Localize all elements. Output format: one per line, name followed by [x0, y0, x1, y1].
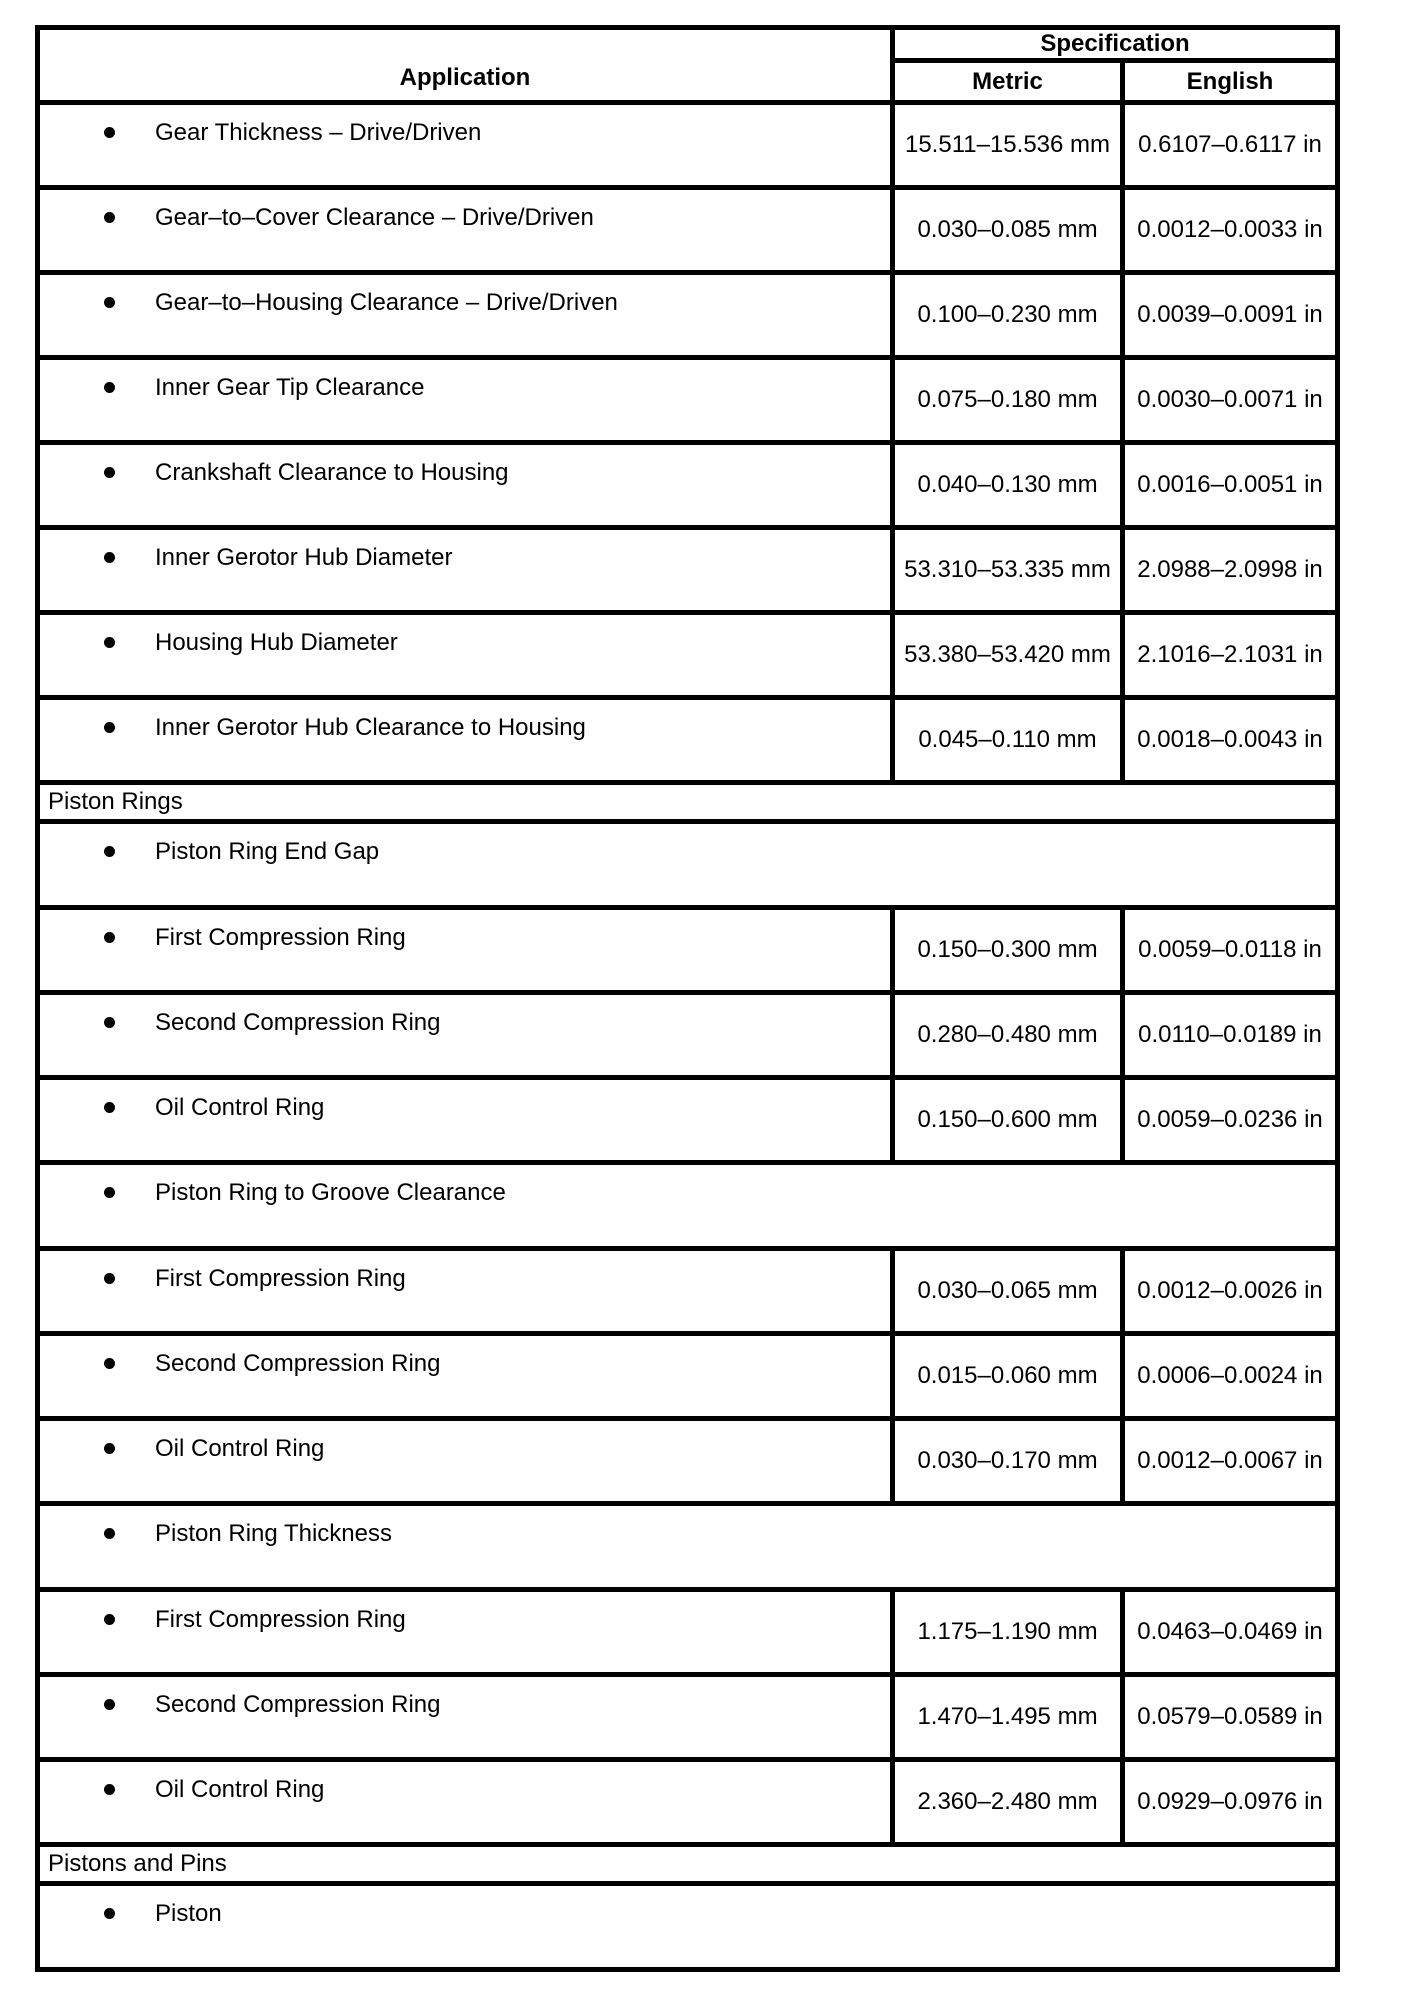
group-row [40, 1506, 1335, 1592]
english-value: 2.0988–2.0998 in [1137, 556, 1323, 583]
bullet-icon [104, 1908, 115, 1919]
application-label: Housing Hub Diameter [155, 629, 398, 656]
spec-row [40, 190, 1335, 275]
bullet-icon [104, 1443, 115, 1454]
table-header-row [40, 30, 1335, 105]
metric-value: 0.150–0.600 mm [895, 1080, 1125, 1160]
application-cell [40, 615, 895, 695]
specification-column-header: Specification [895, 30, 1335, 63]
metric-value: 0.100–0.230 mm [895, 275, 1125, 355]
spec-row [40, 700, 1335, 785]
english-value: 0.0030–0.0071 in [1137, 386, 1323, 413]
metric-value: 53.310–53.335 mm [895, 530, 1125, 610]
specification-table [35, 25, 1340, 1972]
bullet-icon [104, 467, 115, 478]
english-value: 0.6107–0.6117 in [1138, 131, 1322, 158]
english-value: 0.0059–0.0118 in [1138, 936, 1322, 963]
bullet-icon [104, 1614, 115, 1625]
bullet-icon [104, 1273, 115, 1284]
english-value: 0.0012–0.0067 in [1137, 1447, 1323, 1474]
section-label: Piston Rings [48, 788, 183, 815]
bullet-icon [104, 382, 115, 393]
bullet-icon [104, 932, 115, 943]
application-label: Gear–to–Cover Clearance – Drive/Driven [155, 204, 594, 231]
english-value: 0.0039–0.0091 in [1137, 301, 1323, 328]
spec-row [40, 1677, 1335, 1762]
spec-row [40, 995, 1335, 1080]
bullet-icon [104, 1358, 115, 1369]
english-value: 0.0012–0.0026 in [1137, 1277, 1323, 1304]
application-cell [40, 910, 895, 990]
english-value: 0.0579–0.0589 in [1137, 1703, 1323, 1730]
group-label: Piston Ring End Gap [155, 838, 380, 865]
spec-row [40, 445, 1335, 530]
application-cell [40, 275, 895, 355]
metric-column-header: Metric [895, 63, 1125, 100]
spec-row [40, 910, 1335, 995]
application-cell [40, 1592, 895, 1672]
english-value: 0.0929–0.0976 in [1137, 1788, 1323, 1815]
group-cell [40, 1886, 1335, 1967]
group-row [40, 824, 1335, 910]
bullet-icon [104, 1187, 115, 1198]
bullet-icon [104, 1102, 115, 1113]
metric-value: 0.280–0.480 mm [895, 995, 1125, 1075]
spec-row [40, 530, 1335, 615]
application-label: Inner Gear Tip Clearance [155, 374, 425, 401]
application-column-header: Application [40, 30, 895, 100]
group-label: Piston Ring Thickness [155, 1520, 392, 1547]
spec-row [40, 1592, 1335, 1677]
bullet-icon [104, 1699, 115, 1710]
english-value: 0.0006–0.0024 in [1137, 1362, 1323, 1389]
section-label: Pistons and Pins [48, 1850, 227, 1877]
application-label: First Compression Ring [155, 1606, 406, 1633]
application-label: Oil Control Ring [155, 1435, 325, 1462]
group-cell [40, 824, 1335, 905]
application-label: Crankshaft Clearance to Housing [155, 459, 509, 486]
application-cell [40, 1336, 895, 1416]
metric-value: 1.470–1.495 mm [895, 1677, 1125, 1757]
application-cell [40, 1421, 895, 1501]
english-value: 2.1016–2.1031 in [1137, 641, 1323, 668]
metric-value: 0.015–0.060 mm [895, 1336, 1125, 1416]
bullet-icon [104, 212, 115, 223]
bullet-icon [104, 1017, 115, 1028]
metric-value: 0.030–0.170 mm [895, 1421, 1125, 1501]
application-label: First Compression Ring [155, 1265, 406, 1292]
application-label: Gear Thickness – Drive/Driven [155, 119, 482, 146]
metric-value: 1.175–1.190 mm [895, 1592, 1125, 1672]
application-label: Second Compression Ring [155, 1009, 441, 1036]
application-label: Inner Gerotor Hub Clearance to Housing [155, 714, 586, 741]
metric-value: 53.380–53.420 mm [895, 615, 1125, 695]
bullet-icon [104, 722, 115, 733]
bullet-icon [104, 1784, 115, 1795]
application-cell [40, 445, 895, 525]
spec-row [40, 105, 1335, 190]
group-label: Piston Ring to Groove Clearance [155, 1179, 506, 1206]
application-cell [40, 700, 895, 780]
unit-header-row [895, 63, 1335, 100]
spec-row [40, 1251, 1335, 1336]
group-cell [40, 1165, 1335, 1246]
bullet-icon [104, 297, 115, 308]
english-value: 0.0012–0.0033 in [1137, 216, 1323, 243]
application-cell [40, 190, 895, 270]
application-cell [40, 1762, 895, 1842]
group-row [40, 1165, 1335, 1251]
application-label: Oil Control Ring [155, 1776, 325, 1803]
spec-row [40, 1762, 1335, 1847]
metric-value: 2.360–2.480 mm [895, 1762, 1125, 1842]
metric-value: 0.045–0.110 mm [895, 700, 1125, 780]
english-value: 0.0016–0.0051 in [1137, 471, 1323, 498]
spec-row [40, 1421, 1335, 1506]
application-cell [40, 1677, 895, 1757]
application-cell [40, 105, 895, 185]
section-row [40, 785, 1335, 824]
application-cell [40, 530, 895, 610]
bullet-icon [104, 1528, 115, 1539]
specification-header-group [895, 30, 1335, 100]
metric-value: 0.030–0.065 mm [895, 1251, 1125, 1331]
english-value: 0.0059–0.0236 in [1137, 1106, 1323, 1133]
spec-row [40, 615, 1335, 700]
bullet-icon [104, 552, 115, 563]
spec-row [40, 1336, 1335, 1421]
spec-row [40, 275, 1335, 360]
english-column-header: English [1186, 67, 1274, 95]
application-cell [40, 995, 895, 1075]
group-cell [40, 1506, 1335, 1587]
english-value: 0.0463–0.0469 in [1137, 1618, 1323, 1645]
metric-value: 0.040–0.130 mm [895, 445, 1125, 525]
application-label: Second Compression Ring [155, 1350, 441, 1377]
application-label: Gear–to–Housing Clearance – Drive/Driven [155, 289, 618, 316]
application-label: Oil Control Ring [155, 1094, 325, 1121]
spec-row [40, 1080, 1335, 1165]
metric-value: 0.075–0.180 mm [895, 360, 1125, 440]
metric-value: 0.030–0.085 mm [895, 190, 1125, 270]
english-value: 0.0110–0.0189 in [1138, 1021, 1322, 1048]
bullet-icon [104, 637, 115, 648]
english-value: 0.0018–0.0043 in [1137, 726, 1323, 753]
group-row [40, 1886, 1335, 1967]
metric-value: 15.511–15.536 mm [895, 105, 1125, 185]
application-label: Second Compression Ring [155, 1691, 441, 1718]
application-cell [40, 360, 895, 440]
metric-value: 0.150–0.300 mm [895, 910, 1125, 990]
spec-row [40, 360, 1335, 445]
bullet-icon [104, 127, 115, 138]
application-cell [40, 1080, 895, 1160]
section-row [40, 1847, 1335, 1886]
group-label: Piston [155, 1900, 222, 1927]
application-label: Inner Gerotor Hub Diameter [155, 544, 453, 571]
bullet-icon [104, 846, 115, 857]
application-label: First Compression Ring [155, 924, 406, 951]
application-cell [40, 1251, 895, 1331]
